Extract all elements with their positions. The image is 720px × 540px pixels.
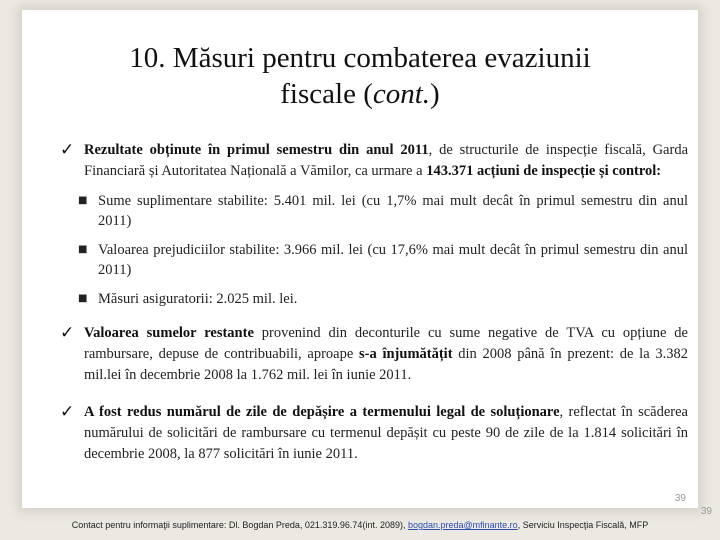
check-icon: ✓	[60, 402, 75, 422]
slide	[22, 10, 698, 508]
subitem-sume: ■ Sume suplimentare stabilite: 5.401 mil. lei (cu 1,7% mai mult decât în primul semestru din anul 2011)	[78, 193, 688, 229]
bullet-zile: ✓ A fost redus numărul de zile de depășire a termenului legal de soluționare, reflectat în scăderea numărului de solicitări de rambursare cu termenul depășit cu peste 90 de zile de la 1.814 solicitări în decembrie 2008, la 877 solicitări în iunie 2011.	[60, 402, 688, 462]
email-link[interactable]: bogdan.preda@mfinante.ro	[407, 520, 518, 530]
title-line-1: 10. Măsuri pentru combaterea evaziunii	[129, 42, 591, 74]
subitem-masuri: ■ Măsuri asiguratorii: 2.025 mil. lei.	[78, 291, 298, 307]
subitem-prejudicii: ■ Valoarea prejudiciilor stabilite: 3.966 mil. lei (cu 17,6% mai mult decât în primul semestru din anul 2011)	[78, 242, 688, 278]
content	[60, 140, 688, 465]
square-bullet-icon: ■	[78, 293, 88, 304]
check-icon: ✓	[60, 323, 75, 343]
footer-contact: Contact pentru informaţii suplimentare: Dl. Bogdan Preda, 021.319.96.74(int. 2089), bogdan.preda@mfinante.ro, Serviciu Inspecţia Fiscală, MFP	[71, 520, 649, 530]
check-icon: ✓	[60, 140, 75, 160]
page-number-shadow: 39	[700, 506, 712, 517]
square-bullet-icon: ■	[78, 244, 88, 255]
bullet-restante: ✓ Valoarea sumelor restante provenind din deconturile cu sume negative de TVA cu opțiune de rambursare, depuse de contribuabili, aproape s-a înjumătățit din 2008 până în prezent: de la 3.382 mil.lei în decembrie 2008 la 1.762 mil. lei în iunie 2011.	[60, 323, 688, 383]
page-title	[22, 40, 698, 112]
title-line-2: fiscale (cont.)	[280, 78, 440, 110]
square-bullet-icon: ■	[78, 195, 88, 206]
page-number: 39	[674, 493, 686, 504]
bullet-results: ✓ Rezultate obținute în primul semestru din anul 2011, de structurile de inspecție fiscală, Garda Financiară și Autoritatea Națională a Vămilor, ca urmare a 143.371 acțiuni de inspecție și control:	[60, 140, 689, 179]
